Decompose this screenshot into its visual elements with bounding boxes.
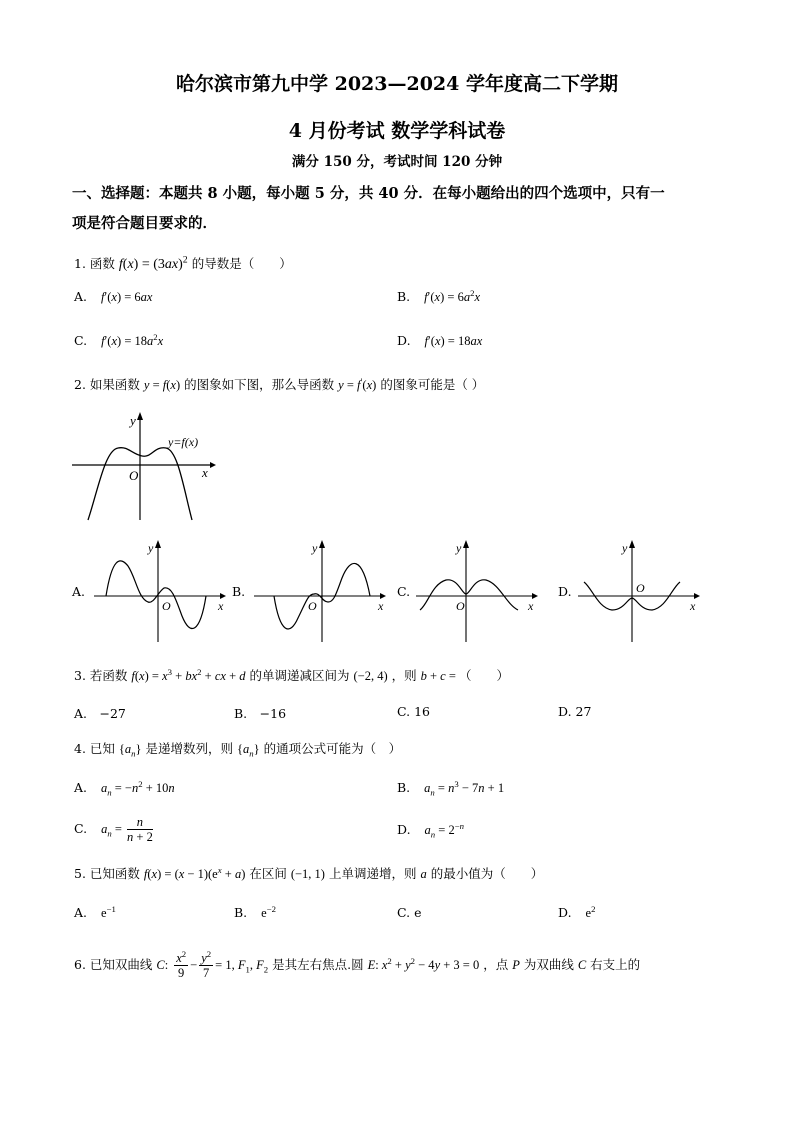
question-5: 5. 已知函数 $f(x) = (x - 1)(e^x + a)$ 在区间 (−1, 1) 上单调递增，则 a 的最小值为（ ）	[74, 864, 544, 881]
q3-tail: （ ）	[459, 668, 510, 683]
svg-text:O: O	[308, 599, 317, 613]
q1-option-a: A. f′(x) = 6ax	[74, 289, 153, 304]
svg-text:y: y	[148, 541, 154, 555]
q4-middle: 是递增数列，则	[145, 741, 234, 756]
exam-info: 满分 150 分，考试时间 120 分钟	[291, 154, 503, 170]
q5-option-b-label: B.	[234, 905, 248, 920]
q4-suffix: 的通项公式可能为（ ）	[263, 741, 402, 756]
question-2: 2. 如果函数 y = f(x) 的图象如下图，那么导函数 y = f′(x) 的图象可能是（ ）	[74, 375, 485, 392]
q2-main-fx-label: y=f(x)	[168, 435, 199, 449]
exam-subtitle-title: 4 月份考试 数学学科试卷	[288, 120, 506, 142]
section-heading-line2: 项是符合题目要求的．	[72, 215, 217, 232]
q3-prefix: 3. 若函数	[74, 668, 128, 683]
q2-option-c-graph	[414, 538, 544, 644]
q1-option-c: C. $f'(x) = 18a^2x$	[74, 331, 164, 348]
svg-text:x: x	[690, 599, 696, 613]
q6-middle: 是其左右焦点.圆	[272, 957, 364, 972]
q5-middle: 在区间	[249, 866, 287, 881]
q3-suffix: ，则	[391, 668, 417, 683]
svg-text:y: y	[312, 541, 318, 555]
q2-option-a-label: A.	[72, 584, 86, 599]
q2-option-a-graph	[92, 538, 232, 644]
q1-option-b: B. $f'(x) = 6a^2x$	[397, 287, 481, 304]
q6-suffix: ，点	[483, 957, 509, 972]
svg-text:O: O	[636, 581, 645, 595]
q3-middle: 的单调递减区间为	[249, 668, 350, 683]
q5-option-a: A. $e^{-1}$	[74, 903, 116, 920]
svg-text:y: y	[622, 541, 628, 555]
question-6: 6. 已知双曲线 C: $\frac{x^2}{9}$ − $\frac{y^2}{7}$ = 1, $F_1$, $F_2$ 是其左右焦点.圆 E: $x^2 + y^2 - 4y + 3 = 0$ ，点 P 为双曲线 C 右支上的	[74, 948, 641, 980]
q4-option-c-label: C.	[74, 821, 88, 836]
q2-main-y-arrow	[137, 412, 143, 420]
q1-option-d-label: D.	[397, 333, 411, 348]
q4-option-d: D. $a_n = 2^{-n}$	[397, 820, 465, 840]
q4-prefix: 4. 已知	[74, 741, 115, 756]
question-4: 4. 已知 $\{a_n\}$ 是递增数列，则 $\{a_n\}$ 的通项公式可能为（ ）	[74, 741, 402, 759]
q2-main-y-label: y	[130, 413, 136, 428]
q5-option-c: C. e	[397, 905, 422, 920]
q2-option-d-graph	[576, 538, 708, 644]
q4-option-b: B. $a_n = n^3 - 7n + 1$	[397, 778, 505, 798]
q2-option-b-label: B.	[232, 584, 246, 599]
q4-option-b-label: B.	[397, 780, 411, 795]
q1-prefix: 1. 函数	[74, 256, 115, 271]
q1-option-c-label: C.	[74, 333, 88, 348]
q4-option-a: A. $a_n = -n^2 + 10n$	[74, 778, 175, 798]
q5-option-d: D. $e^2$	[558, 903, 596, 920]
q2-main-graph	[70, 410, 220, 522]
q1-option-b-label: B.	[397, 289, 411, 304]
svg-text:O: O	[162, 599, 171, 613]
q6-tail2: 右支上的	[590, 957, 641, 972]
q1-option-d: D. f′(x) = 18ax	[397, 333, 483, 348]
section-heading-line1: 一、选择题：本题共 8 小题，每小题 5 分，共 40 分．在每小题给出的四个选项中，只有一	[72, 185, 665, 202]
q2-prefix: 2. 如果函数	[74, 377, 140, 392]
q2-main-x-label: x	[202, 465, 208, 480]
q1-option-a-label: A.	[74, 289, 88, 304]
q2-option-b-graph	[252, 538, 392, 644]
svg-text:O: O	[456, 599, 465, 613]
q5-option-b: B. $e^{-2}$	[234, 903, 277, 920]
q5-option-d-label: D.	[558, 905, 572, 920]
q1-suffix: 的导数是（ ）	[191, 256, 292, 271]
q4-option-a-label: A.	[74, 780, 88, 795]
svg-text:x: x	[378, 599, 384, 613]
q3-option-a: A. −27	[74, 706, 126, 721]
q5-option-a-label: A.	[74, 905, 88, 920]
q6-tail: 为双曲线	[523, 957, 574, 972]
q3-option-c: C. 16	[397, 704, 430, 719]
svg-text:x: x	[218, 599, 224, 613]
q6-prefix: 6. 已知双曲线	[74, 957, 153, 972]
q5-tail: 的最小值为（ ）	[430, 866, 544, 881]
q4-option-d-label: D.	[397, 822, 411, 837]
q2-main-origin: O	[129, 468, 139, 483]
q4-option-c: C. $a_n$ = $\frac{n}{n + 2}$	[74, 815, 153, 844]
q3-option-b: B. −16	[234, 706, 287, 721]
q2-option-d-label: D.	[558, 584, 572, 599]
question-1: 1. 函数 $f(x) = (3ax)^2$ 的导数是（ ）	[74, 254, 292, 272]
question-3: 3. 若函数 $f(x) = x^3 + bx^2$ + cx + d 的单调递减区间为 (−2, 4) ，则 b + c = （ ）	[74, 666, 510, 683]
q2-suffix: 的图象可能是（ ）	[380, 377, 485, 392]
svg-text:y: y	[456, 541, 462, 555]
q3-option-d: D. 27	[558, 704, 592, 719]
q1-formula: f	[118, 257, 123, 272]
q2-main-x-arrow	[210, 462, 216, 468]
svg-text:x: x	[528, 599, 534, 613]
q5-suffix: 上单调递增，则	[328, 866, 417, 881]
q2-option-c-label: C.	[397, 584, 411, 599]
q5-prefix: 5. 已知函数	[74, 866, 140, 881]
exam-title: 哈尔滨市第九中学 2023—2024 学年度高二下学期	[176, 73, 618, 95]
q2-middle: 的图象如下图，那么导函数	[184, 377, 335, 392]
